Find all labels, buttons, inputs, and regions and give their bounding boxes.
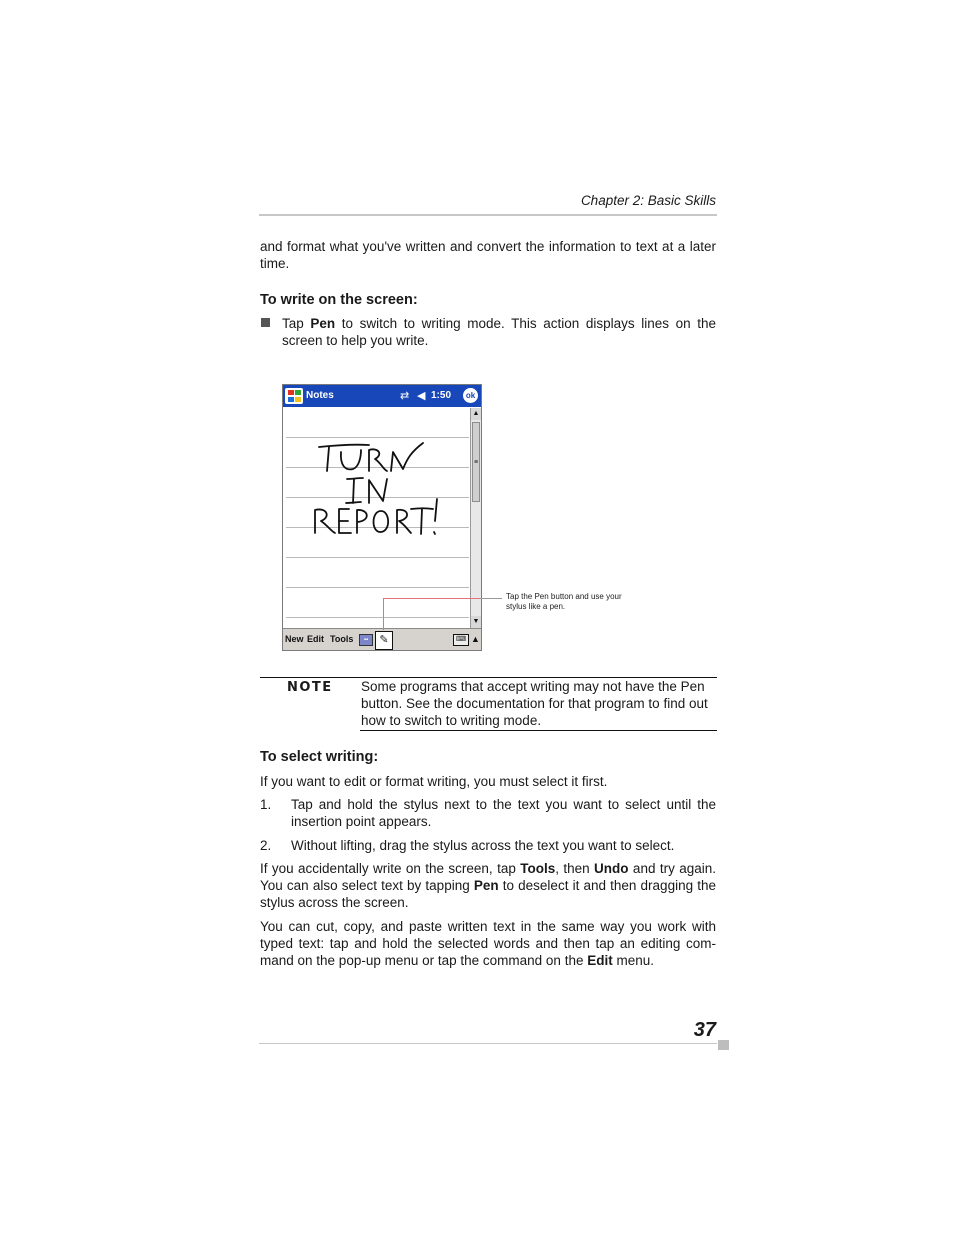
callout-connector [480, 598, 502, 599]
callout-leader-vertical [383, 598, 384, 630]
ok-button[interactable]: ok [463, 388, 478, 403]
keyboard-icon[interactable]: ⌨ [453, 634, 469, 646]
chapter-title: Chapter 2: Basic Skills [580, 193, 716, 208]
corner-square-icon [718, 1040, 729, 1050]
bullet-text: Tap Pen to switch to writing mode. This action displays lines on the screen to help you write. [282, 316, 716, 348]
menu-new[interactable]: New [285, 634, 304, 644]
scroll-down-icon[interactable]: ▼ [471, 616, 481, 628]
step-item [260, 796, 716, 830]
sync-icon: ⇄ [400, 390, 410, 402]
undo-paragraph: If you accidentally write on the screen, tap Tools, then Undo and try again. You can also select text by tapping Pen to deselect it and then dragging the stylus across the screen. [260, 861, 717, 910]
bullet-square-icon [261, 318, 270, 327]
speaker-icon[interactable]: ◀ [417, 390, 426, 402]
page-number: 37 [693, 1019, 716, 1041]
note-label: NOTE [287, 680, 333, 695]
scroll-up-icon[interactable]: ▲ [471, 408, 481, 420]
step-item [260, 837, 716, 854]
step-number: 2. [260, 838, 272, 853]
callout-text: Tap the Pen button and use your stylus like a pen. [506, 592, 622, 611]
note-text: Some programs that accept writing may not have the Pen button. See the documentation for that program to find out how to switch to writing mode. [361, 679, 708, 728]
header-rule [259, 214, 717, 216]
step-text: Tap and hold the stylus next to the text you want to select until the insertion point appears. [291, 797, 716, 829]
pda-menu-bar [283, 628, 481, 651]
scroll-thumb[interactable]: ≡ [472, 422, 480, 502]
intro-paragraph: and format what you've written and convert the information to text at a later time. [260, 239, 716, 271]
vertical-scrollbar[interactable] [470, 408, 481, 628]
section-heading-select: To select writing: [260, 749, 379, 765]
input-menu-arrow-icon[interactable]: ▲ [471, 634, 480, 644]
section-heading-write: To write on the screen: [260, 292, 418, 308]
step-text: Without lifting, drag the stylus across the text you want to select. [291, 838, 675, 853]
handwriting-area[interactable] [283, 407, 469, 627]
start-menu-icon[interactable] [285, 388, 303, 404]
recording-icon[interactable]: ▪▪ [359, 634, 373, 646]
app-name: Notes [306, 390, 334, 401]
notes-screenshot [282, 384, 482, 651]
select-intro: If you want to edit or format writing, you must select it first. [260, 774, 608, 789]
menu-tools[interactable]: Tools [330, 634, 354, 644]
menu-edit[interactable]: Edit [307, 634, 324, 644]
clock-time[interactable]: 1:50 [431, 390, 452, 401]
pen-button-icon[interactable]: ✎ [375, 631, 393, 650]
note-rule-bottom [360, 730, 717, 731]
cut-copy-paragraph: You can cut, copy, and paste written text in the same way you work with typed text: tap and hold the selected words and then tap an editing com-mand on the pop-up menu or tap the command on the Edit menu. [260, 919, 716, 968]
step-number: 1. [260, 797, 272, 812]
footer-rule [259, 1043, 717, 1044]
pda-title-bar [283, 385, 481, 407]
